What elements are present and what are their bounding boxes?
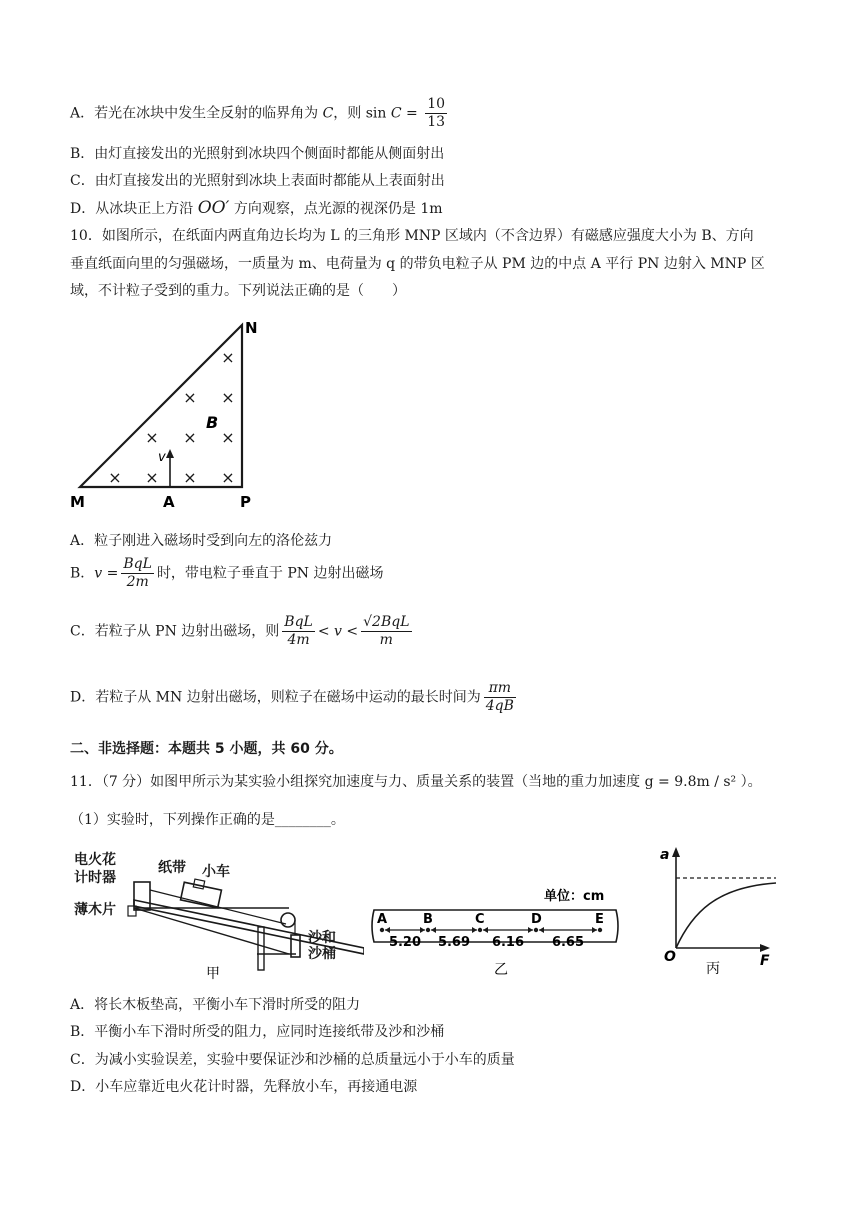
label-v: v	[158, 450, 166, 465]
tape-point-dot	[478, 928, 482, 932]
q11-option-b: B．平衡小车下滑时所受的阻力，应同时连接纸带及沙和沙桶	[70, 1024, 445, 1040]
section-2-heading: 二、非选择题：本题共 5 小题，共 60 分。	[70, 741, 343, 757]
q11-option-d: D．小车应靠近电火花计时器，先释放小车，再接通电源	[70, 1079, 418, 1095]
fig-jia-apparatus	[74, 850, 364, 980]
q9-d-axis: OO′	[197, 198, 230, 218]
label-tape: 纸带	[158, 860, 186, 876]
q9-a-prefix: A．若光在冰块中发生全反射的临界角为	[70, 105, 323, 122]
tape-point-dot	[534, 928, 538, 932]
q10-option-a: A．粒子刚进入磁场时受到向左的洛伦兹力	[70, 533, 333, 549]
board-underside	[134, 908, 289, 954]
gap-arrowhead	[385, 927, 390, 933]
q9-a-num: 10	[427, 96, 446, 112]
q11-option-c: C．为减小实验误差，实验中要保证沙和沙桶的总质量远小于小车的质量	[70, 1052, 515, 1068]
q10-option-d	[70, 680, 519, 715]
q10-d-num: πm	[484, 680, 516, 698]
tape-point-label: D	[531, 912, 542, 927]
label-sand: 沙和	[308, 930, 336, 946]
label-n: N	[245, 319, 258, 337]
tape-point-label: B	[423, 912, 433, 927]
cross-mark: ×	[221, 348, 235, 367]
q10-c-prefix: C．若粒子从 PN 边射出磁场，则	[70, 623, 280, 640]
gap-arrowhead	[483, 927, 488, 933]
gap-arrowhead	[539, 927, 544, 933]
gap-value-label: 6.65	[551, 935, 585, 950]
gap-value-label: 6.16	[491, 935, 525, 950]
q9-a-var-c2: C	[390, 105, 402, 122]
q9-option-d	[70, 198, 443, 219]
tape-point-label: C	[475, 912, 485, 927]
q10-b-prefix: B．	[70, 565, 95, 582]
cross-mark: ×	[145, 468, 159, 487]
cross-mark: ×	[108, 468, 122, 487]
tape-point-label: E	[595, 912, 604, 927]
q9-option-b: B．由灯直接发出的光照射到冰块四个侧面时都能从侧面射出	[70, 146, 445, 162]
q10-stem-line1: 10．如图所示，在纸面内两直角边长均为 L 的三角形 MNP 区域内（不含边界）有磁感应强度大小为 B、方向	[70, 228, 754, 244]
cart-body	[181, 882, 222, 908]
q10-b-den: 2m	[126, 574, 149, 590]
q10-b-num: BqL	[123, 556, 152, 572]
q10-b-suffix: 时，带电粒子垂直于 PN 边射出磁场	[156, 565, 384, 582]
q10-option-c	[70, 614, 415, 649]
q9-option-a	[70, 96, 450, 131]
q9-a-eq: =	[401, 105, 423, 122]
pulley	[281, 913, 295, 927]
tape-point-label: A	[377, 912, 388, 927]
q10-c-fraction2	[361, 614, 411, 649]
q10-triangle-figure	[70, 315, 270, 515]
label-p: P	[240, 493, 251, 511]
q10-c-den2: m	[379, 632, 393, 648]
tape-point-dot	[380, 928, 384, 932]
cross-mark: ×	[221, 428, 235, 447]
q10-c-mid: < v <	[317, 623, 359, 640]
caption-yi: 乙	[494, 962, 508, 978]
q9-a-fraction	[425, 96, 447, 131]
cross-mark: ×	[221, 468, 235, 487]
label-sand2: 沙桶	[308, 946, 336, 962]
gap-arrowhead	[528, 927, 533, 933]
q10-c-num2: √2BqL	[363, 614, 410, 630]
q10-d-prefix: D．若粒子从 MN 边射出磁场，则粒子在磁场中运动的最长时间为	[70, 689, 481, 706]
cross-mark: ×	[183, 428, 197, 447]
label-timer2: 计时器	[74, 870, 116, 886]
label-origin: O	[664, 949, 676, 965]
cross-mark: ×	[183, 388, 197, 407]
gap-arrowhead	[431, 927, 436, 933]
q10-d-den: 4qB	[485, 698, 514, 714]
gap-value-label: 5.69	[437, 935, 471, 950]
q10-b-fraction	[121, 556, 154, 591]
cross-mark: ×	[221, 388, 235, 407]
label-timer: 电火花	[74, 852, 116, 868]
label-a: A	[163, 493, 175, 511]
q10-b-lhs: v =	[94, 565, 119, 582]
q9-d-suffix: 方向观察，点光源的视深仍是 1m	[229, 201, 443, 217]
label-f-axis: F	[760, 953, 770, 969]
q11-stem: 11．（7 分）如图甲所示为某实验小组探究加速度与力、质量关系的装置（当地的重力加速度 g = 9.8m / s² ）。	[70, 774, 762, 790]
tape-point-dot	[426, 928, 430, 932]
caption-jia: 甲	[206, 966, 220, 980]
cross-mark: ×	[183, 468, 197, 487]
q10-option-b	[70, 556, 384, 591]
gap-arrowhead	[420, 927, 425, 933]
q11-option-a: A．将长木板垫高，平衡小车下滑时所受的阻力	[70, 997, 361, 1013]
q9-option-c: C．由灯直接发出的光照射到冰块上表面时都能从上表面射出	[70, 173, 445, 189]
q10-stem-line2: 垂直纸面向里的匀强磁场，一质量为 m、电荷量为 q 的带负电粒子从 PM 边的中点 A 平行 PN 边射入 MNP 区	[70, 256, 765, 272]
velocity-arrowhead	[166, 449, 174, 458]
q9-a-den: 13	[427, 114, 446, 130]
label-a-axis: a	[660, 847, 670, 863]
gap-arrowhead	[472, 927, 477, 933]
caption-bing: 丙	[706, 961, 720, 977]
q10-c-num1: BqL	[284, 614, 313, 630]
q10-c-fraction1	[282, 614, 315, 649]
label-b: B	[206, 413, 219, 432]
fig-bing-graph	[650, 845, 790, 980]
q9-a-var-c: C	[322, 105, 334, 122]
gap-arrowhead	[592, 927, 597, 933]
q10-c-den1: 4m	[287, 632, 310, 648]
label-cart: 小车	[202, 864, 230, 880]
axis-a-arrow	[672, 847, 680, 857]
a-f-curve	[676, 883, 776, 948]
tape-point-dot	[598, 928, 602, 932]
q9-a-mid: ，则 sin	[333, 105, 391, 122]
q10-stem-line3: 域，不计粒子受到的重力。下列说法正确的是（ ）	[70, 283, 406, 299]
cross-mark: ×	[145, 428, 159, 447]
label-unit: 单位：cm	[544, 889, 605, 904]
fig-yi-tape	[370, 880, 620, 980]
gap-value-label: 5.20	[388, 935, 422, 950]
label-wood: 薄木片	[74, 902, 116, 918]
label-m: M	[70, 493, 85, 511]
axis-f-arrow	[760, 944, 770, 952]
q9-d-prefix: D．从冰块正上方沿	[70, 201, 198, 217]
q10-d-fraction	[484, 680, 516, 715]
q11-sub1: （1）实验时，下列操作正确的是________。	[70, 812, 345, 828]
